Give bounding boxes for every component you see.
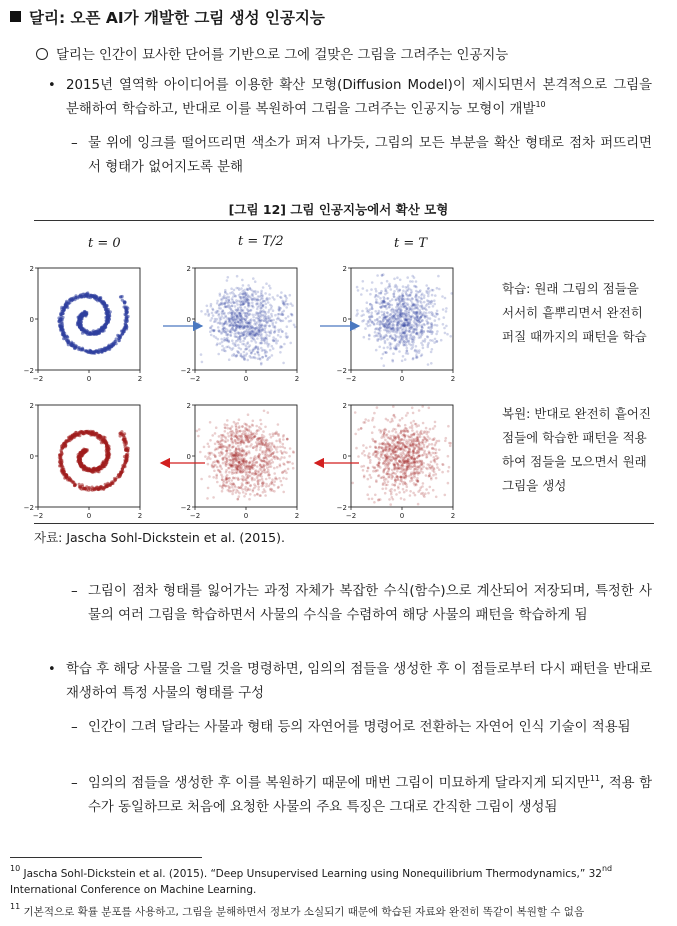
restore-panel-thalf: [181, 402, 300, 520]
x-tick-label: −2: [189, 375, 201, 383]
learn-note: 학습: 원래 그림의 점들을 서서히 흩뿌리면서 완전히 퍼질 때까지의 패턴을 학습: [502, 281, 647, 344]
dash-bullet-icon: –: [71, 776, 78, 791]
dash-item: – 임의의 점들을 생성한 후 이를 복원하기 때문에 매번 그림이 미묘하게 달라지게 되지만$^{11}$, 적용 함수가 동일하므로 처음에 요청한 사물의 주요 특징은 그대로 간직한 그림이 생성됨: [71, 774, 653, 815]
dash-item: – 물 위에 잉크를 떨어뜨리면 색소가 퍼져 나가듯, 그림의 모든 부분을 확산 형태로 점차 퍼뜨리면서 형태가 없어지도록 분해: [88, 132, 652, 180]
y-tick-label: 2: [186, 265, 191, 273]
figure-source: 자료: Jascha Sohl-Dickstein et al. (2015).: [34, 530, 285, 545]
restore-panel-tT: [337, 402, 456, 520]
y-tick-label: 0: [342, 316, 347, 324]
y-tick-label: 2: [342, 402, 347, 410]
y-tick-label: 0: [29, 453, 34, 461]
x-tick-label: 2: [137, 512, 143, 520]
x-tick-label: 0: [399, 512, 405, 520]
learn-panel-t0: [24, 265, 143, 383]
dot-bullet-icon: •: [48, 78, 56, 93]
dash-bullet-icon: –: [71, 584, 78, 599]
x-tick-label: 0: [243, 512, 249, 520]
y-tick-label: 2: [29, 402, 34, 410]
restore-note: 복원: 반대로 완전히 흩어진 점들에 학습한 패턴을 적용하여 점들을 모으면서 원래 그림을 생성: [502, 406, 651, 493]
dash-item: – 인간이 그려 달라는 사물과 형태 등의 자연어를 명령어로 전환하는 자연어 인식 기술이 적용됨: [88, 716, 652, 740]
figure-bottom-rule: [34, 523, 654, 524]
y-tick-label: −2: [336, 367, 347, 375]
y-tick-label: 0: [186, 453, 191, 461]
x-tick-label: 0: [86, 512, 92, 520]
learn-panel-tT: [337, 265, 456, 383]
x-tick-label: 0: [243, 375, 249, 383]
y-tick-label: −2: [23, 504, 34, 512]
footnote-ref[interactable]: 11: [589, 774, 601, 783]
dash-item: – 그림이 점차 형태를 잃어가는 과정 자체가 복잡한 수식(함수)으로 계산되어 저장되며, 특정한 사물의 여러 그림을 학습하면서 사물의 수식을 수렴하여 해당 사물의 패턴을 학습하게 됨: [88, 580, 652, 628]
y-tick-label: 0: [29, 316, 34, 324]
x-tick-label: 2: [137, 375, 143, 383]
dash-bullet-icon: –: [71, 136, 78, 151]
y-tick-label: 0: [342, 453, 347, 461]
y-tick-label: 0: [186, 316, 191, 324]
x-tick-label: −2: [32, 375, 44, 383]
figure-caption: [그림 12] 그림 인공지능에서 확산 모형: [228, 202, 449, 217]
footnote-ref[interactable]: 10: [535, 100, 546, 109]
bullet-item: • 2015년 열역학 아이디어를 이용한 확산 모형(Diffusion Model)이 제시되면서 본격적으로 그림을 분해하여 학습하고, 반대로 이를 복원하여 그림을 그려주는 인공지능 모형이 개발$^{10}$: [66, 74, 652, 122]
x-tick-label: −2: [345, 375, 357, 383]
y-tick-label: 2: [186, 402, 191, 410]
figure-top-rule: [34, 220, 654, 221]
section-heading: 달리: 오픈 AI가 개발한 그림 생성 인공지능: [10, 6, 325, 28]
y-tick-label: 2: [342, 265, 347, 273]
x-tick-label: 2: [450, 512, 456, 520]
y-tick-label: 2: [29, 265, 34, 273]
x-tick-label: 2: [294, 375, 300, 383]
x-tick-label: 2: [450, 375, 456, 383]
y-tick-label: −2: [180, 504, 191, 512]
footnote-rule: [10, 857, 202, 858]
x-tick-label: 0: [86, 375, 92, 383]
dash-bullet-icon: –: [71, 720, 78, 735]
y-tick-label: −2: [336, 504, 347, 512]
footnote-10: $^{10}$ Jascha Sohl-Dickstein et al. (2015). “Deep Unsupervised Learning using Nonequilibrium Thermodynamics,” 32nd International Conference on Machine Learning.: [10, 864, 613, 896]
y-tick-label: −2: [180, 367, 191, 375]
x-tick-label: 0: [399, 375, 405, 383]
footnote-11: $^{11}$ 기본적으로 확률 분포를 사용하고, 그림을 분해하면서 정보가 소실되기 때문에 학습된 자료와 완전히 똑같이 복원할 수 없음: [10, 902, 585, 918]
title-thalf: t = T/2: [238, 234, 284, 249]
x-tick-label: −2: [189, 512, 201, 520]
x-tick-label: −2: [345, 512, 357, 520]
intro-line: 달리는 인간이 묘사한 단어를 기반으로 그에 걸맞은 그림을 그려주는 인공지능: [36, 44, 508, 63]
y-tick-label: −2: [23, 367, 34, 375]
dot-bullet-icon: •: [48, 662, 56, 677]
x-tick-label: 2: [294, 512, 300, 520]
learn-panel-thalf: [181, 265, 300, 383]
title-tT: t = T: [394, 236, 428, 251]
square-bullet-icon: [10, 11, 21, 22]
bullet-item: • 학습 후 해당 사물을 그릴 것을 명령하면, 임의의 점들을 생성한 후 이 점들로부터 다시 패턴을 반대로 재생하여 특정 사물의 형태를 구성: [66, 658, 652, 706]
restore-panel-t0: [24, 402, 143, 520]
circle-bullet-icon: [36, 48, 48, 60]
title-t0: t = 0: [88, 236, 121, 251]
diffusion-figure: [23, 258, 480, 520]
x-tick-label: −2: [32, 512, 44, 520]
